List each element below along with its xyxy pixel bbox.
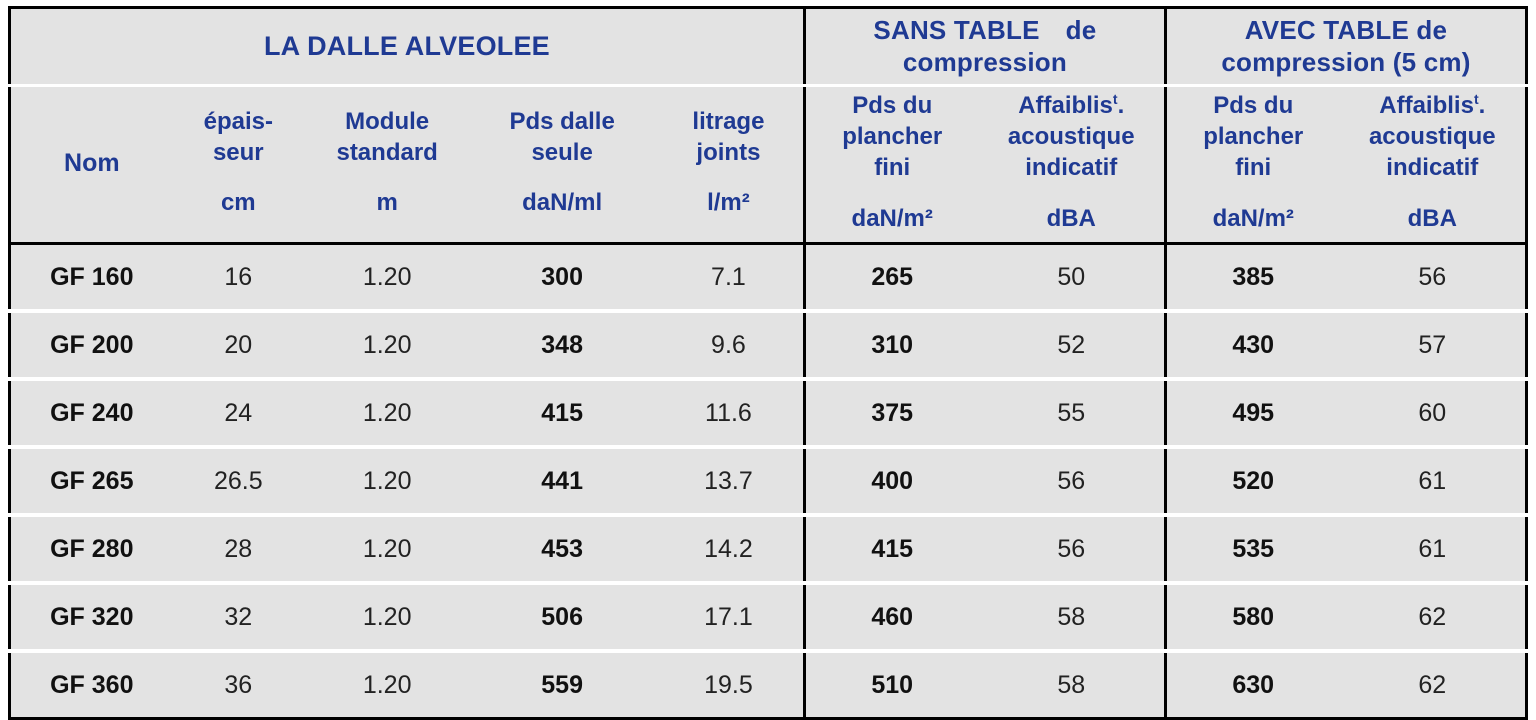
- column-header-module-line2: standard: [336, 138, 438, 166]
- cell-epaisseur: 24: [173, 379, 304, 447]
- cell-pds-plancher-sans: 265: [804, 244, 978, 312]
- cell-affaiblissement-avec: 62: [1340, 583, 1527, 651]
- table-row: [10, 651, 1527, 719]
- cell-pds-plancher-sans: 375: [804, 379, 978, 447]
- cell-module: 1.20: [304, 651, 470, 719]
- column-header-pds-plancher-avec: [1165, 86, 1339, 244]
- column-unit-pds-plancher-avec: daN/m²: [1212, 204, 1294, 232]
- column-unit-litrage: l/m²: [707, 189, 750, 217]
- cell-nom: GF 265: [10, 447, 173, 515]
- cell-pds-plancher-sans: 510: [804, 651, 978, 719]
- table-row: [10, 583, 1527, 651]
- column-header-affaiblissement-avec-line2: acoustique: [1368, 123, 1496, 151]
- cell-nom: GF 360: [10, 651, 173, 719]
- table-row: [10, 515, 1527, 583]
- column-header-affaiblissement-sans-sup: t: [1112, 91, 1118, 108]
- cell-affaiblissement-sans: 56: [979, 447, 1166, 515]
- cell-module: 1.20: [304, 515, 470, 583]
- cell-pds-plancher-sans: 460: [804, 583, 978, 651]
- cell-module: 1.20: [304, 244, 470, 312]
- cell-pds-plancher-avec: 630: [1165, 651, 1339, 719]
- dalle-alveolee-table: [8, 6, 1528, 720]
- cell-pds-plancher-avec: 520: [1165, 447, 1339, 515]
- column-header-pds-plancher-sans-line3: fini: [874, 153, 911, 181]
- table-head: [10, 8, 1527, 244]
- column-header-affaiblissement-sans-line2: acoustique: [1007, 123, 1135, 151]
- column-unit-pds-plancher-sans: daN/m²: [851, 204, 933, 232]
- column-header-pds-dalle-line1: Pds dalle: [509, 107, 615, 135]
- cell-litrage: 11.6: [654, 379, 804, 447]
- cell-affaiblissement-avec: 62: [1340, 651, 1527, 719]
- cell-affaiblissement-sans: 56: [979, 515, 1166, 583]
- column-header-affaiblissement-avec-sup: t: [1473, 91, 1479, 108]
- cell-pds-plancher-avec: 535: [1165, 515, 1339, 583]
- group-header-avec-table-line2: compression (5 cm): [1221, 46, 1471, 77]
- column-unit-affaiblissement-avec: dBA: [1407, 204, 1457, 232]
- column-header-pds-plancher-sans-line1: Pds du: [852, 92, 933, 120]
- cell-affaiblissement-avec: 57: [1340, 311, 1527, 379]
- column-unit-module: m: [376, 189, 398, 217]
- table-body: [10, 244, 1527, 719]
- cell-module: 1.20: [304, 379, 470, 447]
- column-header-pds-plancher-avec-line2: plancher: [1203, 123, 1304, 151]
- column-header-epaisseur: [173, 86, 304, 244]
- cell-litrage: 19.5: [654, 651, 804, 719]
- column-header-affaiblissement-sans-line1: Affaiblis: [1018, 92, 1113, 120]
- cell-epaisseur: 36: [173, 651, 304, 719]
- cell-affaiblissement-sans: 58: [979, 651, 1166, 719]
- cell-affaiblissement-avec: 56: [1340, 244, 1527, 312]
- cell-pds-plancher-sans: 310: [804, 311, 978, 379]
- group-header-avec-table: [1165, 8, 1526, 86]
- column-header-pds-plancher-sans-line2: plancher: [842, 123, 943, 151]
- cell-pds-plancher-avec: 495: [1165, 379, 1339, 447]
- cell-epaisseur: 16: [173, 244, 304, 312]
- cell-pds-plancher-sans: 415: [804, 515, 978, 583]
- cell-pds-plancher-avec: 580: [1165, 583, 1339, 651]
- column-header-affaiblissement-sans: [979, 86, 1166, 244]
- cell-affaiblissement-sans: 55: [979, 379, 1166, 447]
- group-header-sans-table-de: de: [1065, 15, 1097, 45]
- cell-pds-plancher-avec: 385: [1165, 244, 1339, 312]
- cell-nom: GF 160: [10, 244, 173, 312]
- group-header-sans-table-line2: compression: [902, 46, 1067, 77]
- cell-pds-dalle: 348: [470, 311, 654, 379]
- column-header-pds-plancher-avec-line3: fini: [1235, 153, 1272, 181]
- column-header-litrage-line1: litrage: [692, 107, 765, 135]
- cell-module: 1.20: [304, 311, 470, 379]
- column-header-module-line1: Module: [345, 107, 430, 135]
- column-header-pds-dalle-seule: [470, 86, 654, 244]
- cell-affaiblissement-avec: 61: [1340, 447, 1527, 515]
- column-header-affaiblissement-avec-dot: .: [1478, 92, 1486, 120]
- cell-pds-dalle: 559: [470, 651, 654, 719]
- cell-epaisseur: 26.5: [173, 447, 304, 515]
- column-unit-epaisseur: cm: [220, 189, 256, 217]
- column-header-affaiblissement-avec-line3: indicatif: [1386, 153, 1479, 181]
- column-header-epaisseur-line2: seur: [212, 138, 264, 166]
- cell-affaiblissement-avec: 61: [1340, 515, 1527, 583]
- column-header-affaiblissement-sans-line3: indicatif: [1025, 153, 1118, 181]
- cell-pds-dalle: 441: [470, 447, 654, 515]
- column-unit-affaiblissement-sans: dBA: [1046, 204, 1096, 232]
- table-row: [10, 244, 1527, 312]
- group-header-avec-table-line1: AVEC TABLE de: [1244, 15, 1448, 45]
- group-header-sans-table-line1: SANS TABLE: [873, 15, 1040, 45]
- cell-pds-dalle: 415: [470, 379, 654, 447]
- column-header-affaiblissement-avec-line1: Affaiblis: [1379, 92, 1474, 120]
- cell-affaiblissement-avec: 60: [1340, 379, 1527, 447]
- cell-litrage: 13.7: [654, 447, 804, 515]
- cell-pds-dalle: 506: [470, 583, 654, 651]
- group-header-row: [10, 8, 1527, 86]
- cell-module: 1.20: [304, 583, 470, 651]
- table-row: [10, 447, 1527, 515]
- column-header-row: [10, 86, 1527, 244]
- column-header-nom: Nom: [10, 86, 173, 244]
- group-header-dalle-alveolee: LA DALLE ALVEOLEE: [10, 8, 805, 86]
- column-header-litrage-joints: [654, 86, 804, 244]
- cell-nom: GF 240: [10, 379, 173, 447]
- column-header-pds-plancher-avec-line1: Pds du: [1213, 92, 1294, 120]
- cell-affaiblissement-sans: 50: [979, 244, 1166, 312]
- cell-nom: GF 320: [10, 583, 173, 651]
- table-row: [10, 311, 1527, 379]
- cell-pds-plancher-avec: 430: [1165, 311, 1339, 379]
- cell-litrage: 9.6: [654, 311, 804, 379]
- column-header-affaiblissement-sans-dot: .: [1117, 92, 1125, 120]
- column-header-module: [304, 86, 470, 244]
- cell-pds-plancher-sans: 400: [804, 447, 978, 515]
- cell-module: 1.20: [304, 447, 470, 515]
- cell-litrage: 17.1: [654, 583, 804, 651]
- column-header-pds-dalle-line2: seule: [531, 138, 593, 166]
- cell-epaisseur: 20: [173, 311, 304, 379]
- column-header-epaisseur-line1: épais-: [203, 107, 273, 135]
- group-header-sans-table: [804, 8, 1165, 86]
- cell-litrage: 14.2: [654, 515, 804, 583]
- column-header-affaiblissement-avec: [1340, 86, 1527, 244]
- cell-litrage: 7.1: [654, 244, 804, 312]
- column-header-litrage-line2: joints: [696, 138, 761, 166]
- cell-pds-dalle: 300: [470, 244, 654, 312]
- cell-affaiblissement-sans: 58: [979, 583, 1166, 651]
- column-header-pds-plancher-sans: [804, 86, 978, 244]
- cell-nom: GF 280: [10, 515, 173, 583]
- cell-affaiblissement-sans: 52: [979, 311, 1166, 379]
- table-row: [10, 379, 1527, 447]
- cell-epaisseur: 32: [173, 583, 304, 651]
- cell-pds-dalle: 453: [470, 515, 654, 583]
- cell-epaisseur: 28: [173, 515, 304, 583]
- column-unit-pds-dalle: daN/ml: [522, 189, 603, 217]
- cell-nom: GF 200: [10, 311, 173, 379]
